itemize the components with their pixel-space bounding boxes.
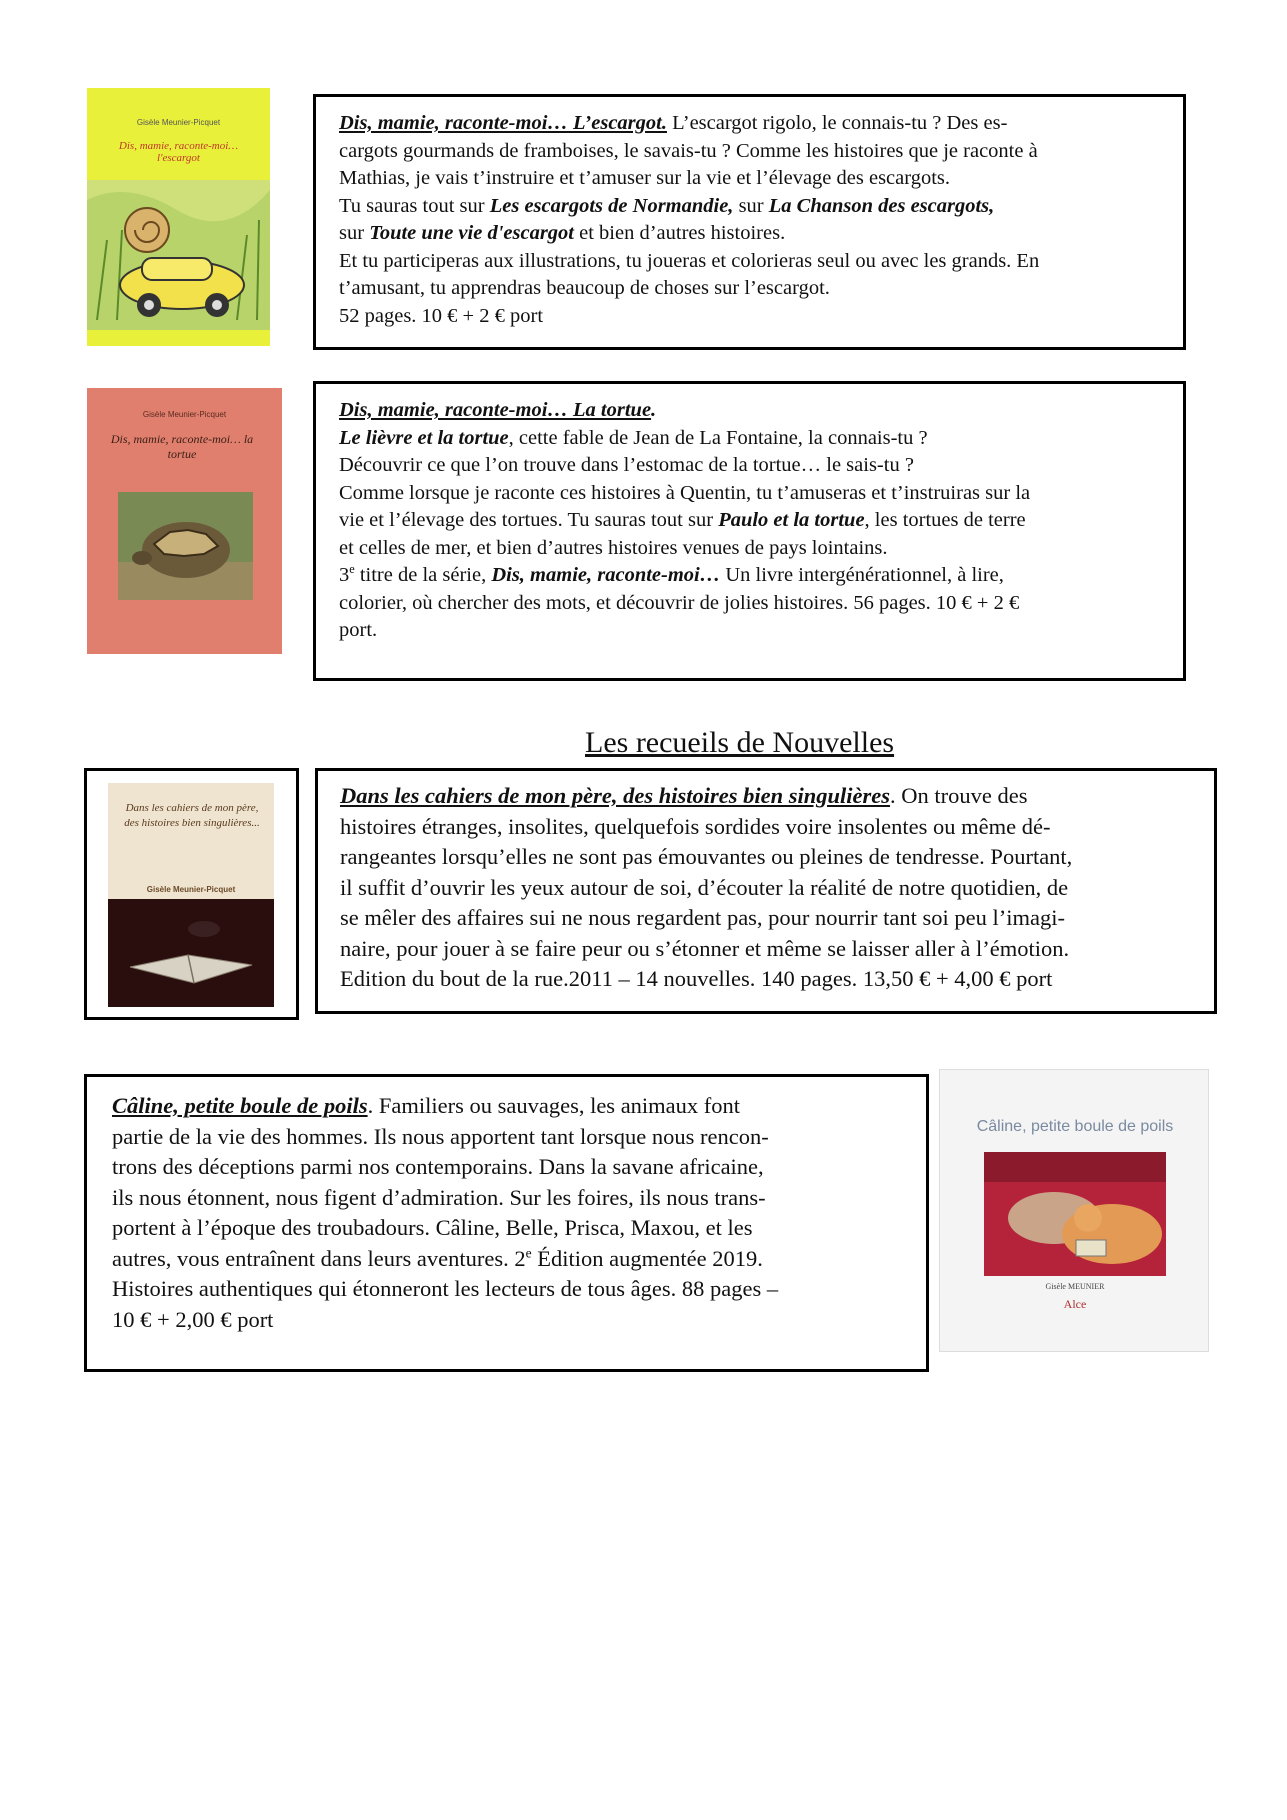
tortoise-photo <box>118 492 253 600</box>
cover-title: Dis, mamie, raconte-moi… la tortue <box>110 432 254 461</box>
tortue-book-price: port. <box>339 619 378 641</box>
cover-publisher: Alce <box>1063 1297 1087 1311</box>
cover-author: Gisèle Meunier-Picquet <box>136 118 221 127</box>
cover-author: Gisèle Meunier-Picquet <box>146 885 236 894</box>
cover-author: Gisèle Meunier-Picquet <box>142 410 227 419</box>
caline-book-description: Câline, petite boule de poils. Familiers ou sauvages, les animaux font partie de la vie des hommes. Ils nous apportent tant lorsque nous rencon- trons des déceptions parmi nos contemporains. Dans la savane africaine, ils nous étonnent, nous figent d’admiration. Sur les foires, ils nous trans- portent à l’époque des troubadours. Câline, Belle, Prisca, Maxou, et les autres, vous entraînent dans leurs aventures. 2e Édition augmentée 2019. Histoires authentiques qui étonneront les lecteurs de tous âges. 88 pages – 10 € + 2,00 € port <box>84 1074 929 1372</box>
tortue-book-title: Dis, mamie, raconte-moi… La tortue <box>339 399 652 421</box>
caline-book-price: 10 € + 2,00 € port <box>112 1306 274 1332</box>
cat-photo <box>984 1152 1166 1276</box>
cover-author: Gisèle MEUNIER <box>1045 1282 1105 1291</box>
escargot-book-title: Dis, mamie, raconte-moi… L’escargot. <box>339 112 667 134</box>
cahiers-book-cover-frame <box>84 768 299 1020</box>
snail-car-illustration <box>87 180 270 330</box>
escargot-book-cover <box>87 88 270 346</box>
open-notebook-photo <box>108 899 274 1007</box>
tortue-book-cover <box>87 388 282 654</box>
tortue-book-description: Dis, mamie, raconte-moi… La tortue. Le lièvre et la tortue, cette fable de Jean de La Fontaine, la connais-tu ? Découvrir ce que l’on trouve dans l’estomac de la tortue… le sais-tu ? Comme lorsque je raconte ces histoires à Quentin, tu t’amuseras et t’instruiras sur la vie et l’élevage des tortues. Tu sauras tout sur Paulo et la tortue, les tortues de terre et celles de mer, et bien d’autres histoires venues de pays lointains. 3e titre de la série, Dis, mamie, raconte-moi… Un livre intergénérationnel, à lire, colorier, où chercher des mots, et découvrir de jolies histoires. 56 pages. 10 € + 2 € port. <box>313 381 1186 681</box>
section-heading: Les recueils de Nouvelles <box>585 726 895 759</box>
cover-title: Câline, petite boule de poils <box>976 1118 1174 1135</box>
caline-book-cover <box>939 1069 1209 1352</box>
caline-book-title: Câline, petite boule de poils <box>112 1093 368 1118</box>
cover-title: Dans les cahiers de mon père, des histoires bien singulières... <box>124 802 260 829</box>
cahiers-book-cover <box>108 783 274 1007</box>
cahiers-book-description: Dans les cahiers de mon père, des histoires bien singulières. On trouve des histoires étranges, insolites, quelquefois sordides voire insolentes ou même dé- rangeantes lorsqu’elles ne sont pas émouvantes ou pleines de tendresse. Pourtant, il suffit d’ouvrir les yeux autour de soi, d’écouter la réalité de notre quotidien, de se mêler des affaires sui ne nous regardent pas, pour nourrir tant soi peu l’imagi- naire, pour jouer à se faire peur ou s’étonner et même se laisser aller à l’émotion. Edition du bout de la rue.2011 – 14 nouvelles. 140 pages. 13,50 € + 4,00 € port <box>315 768 1217 1014</box>
cahiers-book-price: Edition du bout de la rue.2011 – 14 nouvelles. 140 pages. 13,50 € + 4,00 € port <box>340 966 1053 991</box>
cahiers-book-title: Dans les cahiers de mon père, des histoires bien singulières <box>340 783 891 808</box>
escargot-book-description: Dis, mamie, raconte-moi… L’escargot. L’escargot rigolo, le connais-tu ? Des es- cargots gourmands de framboises, le savais-tu ? Comme les histoires que je raconte à Mathias, je vais t’instruire et t’amuser sur la vie et l’élevage des escargots. Tu sauras tout sur Les escargots de Normandie, sur La Chanson des escargots, sur Toute une vie d'escargot et bien d’autres histoires. Et tu participeras aux illustrations, tu joueras et colorieras seul ou avec les grands. En t’amusant, tu apprendras beaucoup de choses sur l’escargot. 52 pages. 10 € + 2 € port <box>313 94 1186 350</box>
escargot-book-price: 52 pages. 10 € + 2 € port <box>339 304 544 327</box>
cover-title: Dis, mamie, raconte-moi… l'escargot <box>118 140 239 164</box>
